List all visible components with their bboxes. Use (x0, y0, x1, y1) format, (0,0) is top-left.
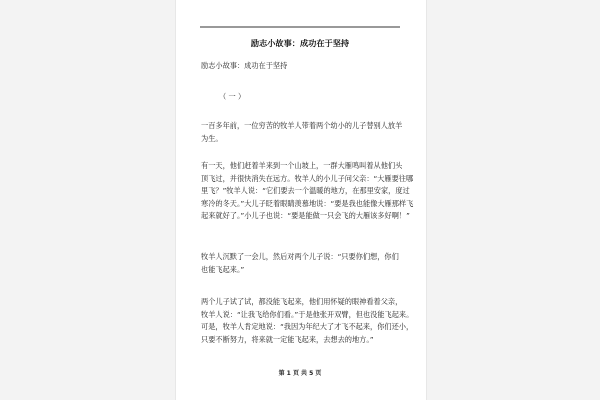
document-subtitle: 励志小故事：成功在于坚持 (201, 61, 288, 70)
page-footer: 第 1 页 共 5 页 (278, 370, 322, 377)
paragraph-3 (201, 251, 399, 276)
text-line: 可是，牧羊人肯定地说：“我因为年纪大了才飞不起来，你们还小， (201, 322, 414, 331)
paragraph-4 (201, 296, 414, 346)
paragraph-1 (201, 120, 403, 145)
text-line: 一百多年前，一位穷苦的牧羊人带着两个幼小的儿子替别人放羊 (201, 121, 403, 130)
section-heading: （ 一 ） (219, 92, 246, 101)
text-line: 顶飞过，并很快消失在远方。牧羊人的小儿子问父亲：“大雁要往哪 (201, 173, 414, 183)
header-rule (200, 26, 400, 28)
text-line: 有一天，他们赶着羊来到一个山坡上，一群大雁鸣叫着从他们头 (201, 161, 403, 170)
text-line: 为生。 (201, 133, 223, 143)
text-line: 起来就好了。”小儿子也说：“要是能做一只会飞的大雁该多好啊！” (201, 211, 410, 220)
text-line: 两个儿子试了试，都没能飞起来，他们用怀疑的眼神看着父亲， (201, 297, 403, 306)
paragraph-2 (201, 160, 414, 223)
text-line: 也能飞起来。” (201, 264, 245, 274)
document-title: 励志小故事：成功在于坚持 (250, 38, 350, 48)
text-line: 里飞？”牧羊人说：“它们要去一个温暖的地方，在那里安家，度过 (201, 186, 410, 195)
text-line: 寒冷的冬天。”大儿子眨着眼睛羡慕地说：“要是我也能像大雁那样飞 (201, 198, 414, 208)
text-line: 牧羊人说：“让我飞给你们看。”于是他张开双臂，但也没能飞起来。 (201, 309, 414, 319)
text-line: 牧羊人沉默了一会儿，然后对两个儿子说：“只要你们想，你们 (201, 252, 399, 261)
text-line: 只要不断努力，将来就一定能飞起来，去想去的地方。” (201, 334, 374, 344)
